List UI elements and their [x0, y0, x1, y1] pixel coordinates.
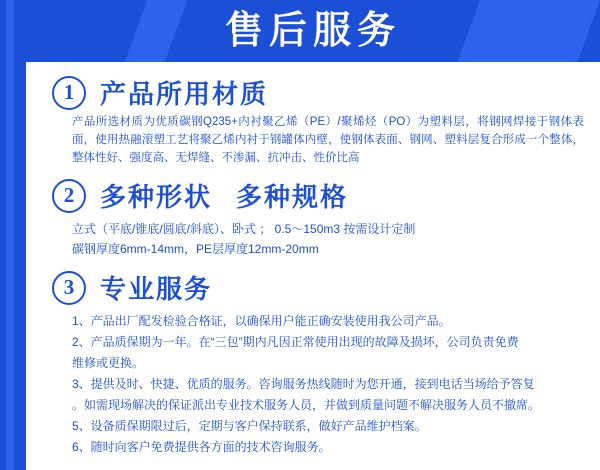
- section-shapes-specs: [26, 177, 600, 259]
- section-3-number: 3: [52, 271, 86, 305]
- section-1-paragraph: 产品所选材质为优质碳钢Q235+内衬聚乙烯（PE）/聚烯烃（PO）为塑料层，将钢网焊接于钢体表面，使用热融滚塑工艺将聚乙烯内衬于钢罐体内壁，使钢体表面、钢网、塑料层复合形成一个整体，整体性好、强度高、无焊缝、不渗漏、抗冲击、性价比高: [72, 116, 584, 164]
- section-2-title-part1: 多种形状: [100, 182, 213, 212]
- section-2-title: [100, 177, 348, 214]
- section-materials: [26, 74, 600, 167]
- list-item: 维修或更换。: [72, 356, 145, 370]
- section-2-title-part2: 多种规格: [236, 182, 349, 212]
- section-3-title: 专业服务: [100, 274, 213, 304]
- left-blue-band: [0, 0, 26, 470]
- list-item: 。如需现场解决的保证派出专业技术服务人员，并做到质量问题不解决服务人员不撤席。: [72, 398, 541, 412]
- content-area: [26, 62, 600, 470]
- section-1-number: 1: [52, 76, 86, 110]
- section-1-heading: [26, 74, 600, 111]
- section-2-line-1: 立式（平底/锥底/圆底/斜底）、卧式 ； 0.5～150m3 按需设计定制: [72, 222, 416, 236]
- section-2-heading: [26, 177, 600, 214]
- list-item: 1、产品出厂配发检验合格证，以确保用户能正确安装使用我公司产品。: [72, 314, 451, 328]
- section-2-line-2: 碳钢厚度6mm-14mm，PE层厚度12mm-20mm: [72, 242, 319, 256]
- list-item: 3、提供及时、快捷、优质的服务。咨询服务热线随时为您开通，接到电话当场给予答复: [72, 377, 535, 391]
- list-item: 2、产品质保期为一年。在“三包”期内凡因正常使用出现的故障及损坏，公司负责免费: [72, 335, 519, 349]
- page-title: 售后服务: [224, 10, 401, 52]
- section-3-heading: [26, 269, 600, 306]
- section-professional-service: [26, 269, 600, 458]
- section-1-title: 产品所用材质: [100, 79, 269, 109]
- left-band-accent-stripe: [6, 0, 14, 470]
- page-header: [26, 0, 600, 62]
- section-2-number: 2: [52, 179, 86, 213]
- list-item: 6、随时向客户免费提供各方面的技术咨询服务。: [72, 440, 331, 454]
- list-item: 5、设备质保期限过后，定期与客户保持联系，做好产品维护档案。: [72, 419, 427, 433]
